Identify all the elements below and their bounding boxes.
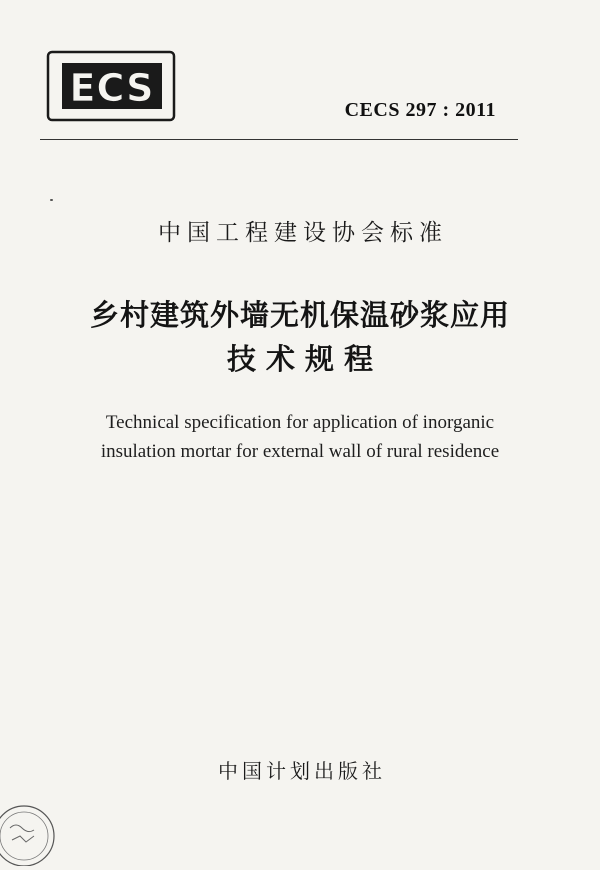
standard-category: 中国工程建设协会标准: [158, 220, 448, 246]
publisher-name: 中国计划出版社: [218, 759, 386, 783]
scan-speck: [50, 199, 53, 201]
library-stamp: [0, 786, 68, 866]
ecs-logo: [46, 50, 176, 122]
title-chinese-line2: 技术规程: [226, 342, 383, 376]
title-english-line2: insulation mortar for external wall of rural residence: [100, 441, 500, 462]
title-english-line1: Technical specification for application of inorganic: [105, 412, 495, 433]
header-divider: [40, 139, 518, 140]
title-english: [0, 408, 600, 466]
title-chinese: [0, 293, 600, 381]
logo-text: ECS: [69, 66, 155, 110]
standard-number: CECS 297 : 2011: [344, 99, 496, 121]
title-chinese-line1: 乡村建筑外墙无机保温砂浆应用: [89, 298, 510, 332]
